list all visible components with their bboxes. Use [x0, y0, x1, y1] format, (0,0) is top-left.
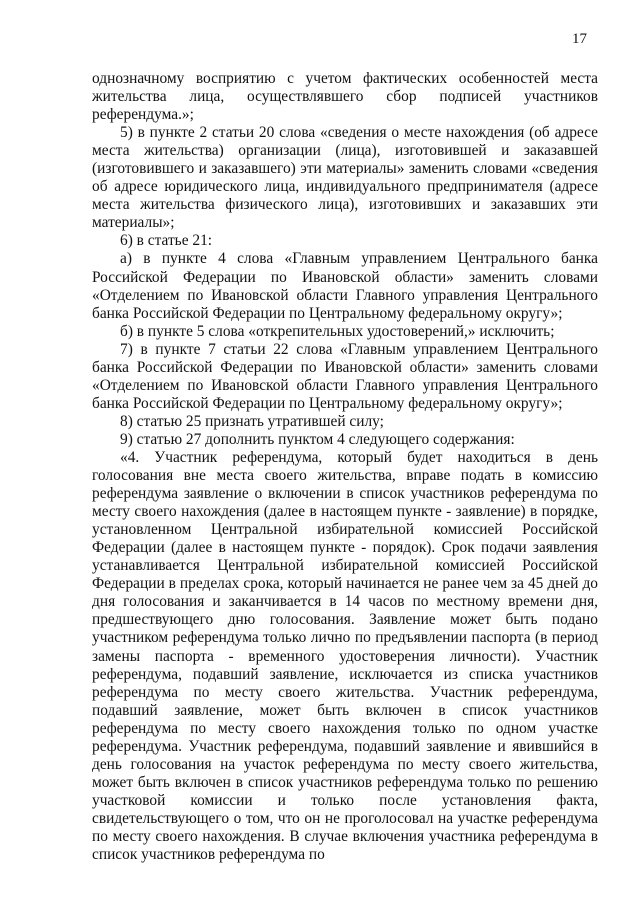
paragraph-item-6a: а) в пункте 4 слова «Главным управлением Центрального банка Российской Федерации по Ивановской области» заменить словами «Отделением по Ивановской области Главного управления Центрального банка Российской Федерации по Центральному федеральному округу»;	[92, 250, 598, 322]
paragraph-item-7: 7) в пункте 7 статьи 22 слова «Главным управлением Центрального банка Российской Федерации по Ивановской области» заменить словами «Отделением по Ивановской области Главного управления Центрального банка Российской Федерации по Центральному федеральному округу»;	[92, 340, 598, 412]
document-body	[92, 70, 598, 864]
paragraph-item-9: 9) статью 27 дополнить пунктом 4 следующего содержания:	[120, 430, 515, 448]
paragraph-item-6: 6) в статье 21:	[120, 232, 213, 250]
paragraph-item-6b: б) в пункте 5 слова «открепительных удостоверений,» исключить;	[120, 322, 555, 340]
page-number: 17	[572, 31, 587, 47]
paragraph-continuation: однозначному восприятию с учетом фактических особенностей места жительства лица, осуществлявшего сбор подписей участников референдума.»;	[92, 70, 598, 124]
paragraph-quoted-point-4: «4. Участник референдума, который будет находиться в день голосования вне места своего жительства, вправе подать в комиссию референдума заявление о включении в список участников референдума по месту своего нахождения (далее в настоящем пункте - заявление) в порядке, установленном Центральной избирательной комиссией Российской Федерации (далее в настоящем пункте - порядок). Срок подачи заявления устанавливается Центральной избирательной комиссией Российской Федерации в пределах срока, который начинается не ранее чем за 45 дней до дня голосования и заканчивается в 14 часов по местному времени дня, предшествующего дню голосования. Заявление может быть подано участником референдума только лично по предъявлении паспорта (в период замены паспорта - временного удостоверения личности). Участник референдума, подавший заявление, исключается из списка участников референдума по месту своего жительства. Участник референдума, подавший заявление, может быть включен в список участников референдума по месту своего нахождения только по одном участке референдума. Участник референдума, подавший заявление и явившийся в день голосования на участок референдума по месту своего жительства, может быть включен в список участников референдума только по решению участковой комиссии и только после установления факта, свидетельствующего о том, что он не проголосовал на участке референдума по месту своего нахождения. В случае включения участника референдума в список участников референдума по	[92, 448, 598, 864]
paragraph-item-5: 5) в пункте 2 статьи 20 слова «сведения о месте нахождения (об адресе места жительства) организации (лица), изготовившей и заказавшей (изготовившего и заказавшего) эти материалы» заменить словами «сведения об адресе юридического лица, индивидуального предпринимателя (адресе места жительства физического лица), изготовивших и заказавших эти материалы»;	[92, 124, 598, 232]
paragraph-item-8: 8) статью 25 признать утратившей силу;	[120, 412, 384, 430]
